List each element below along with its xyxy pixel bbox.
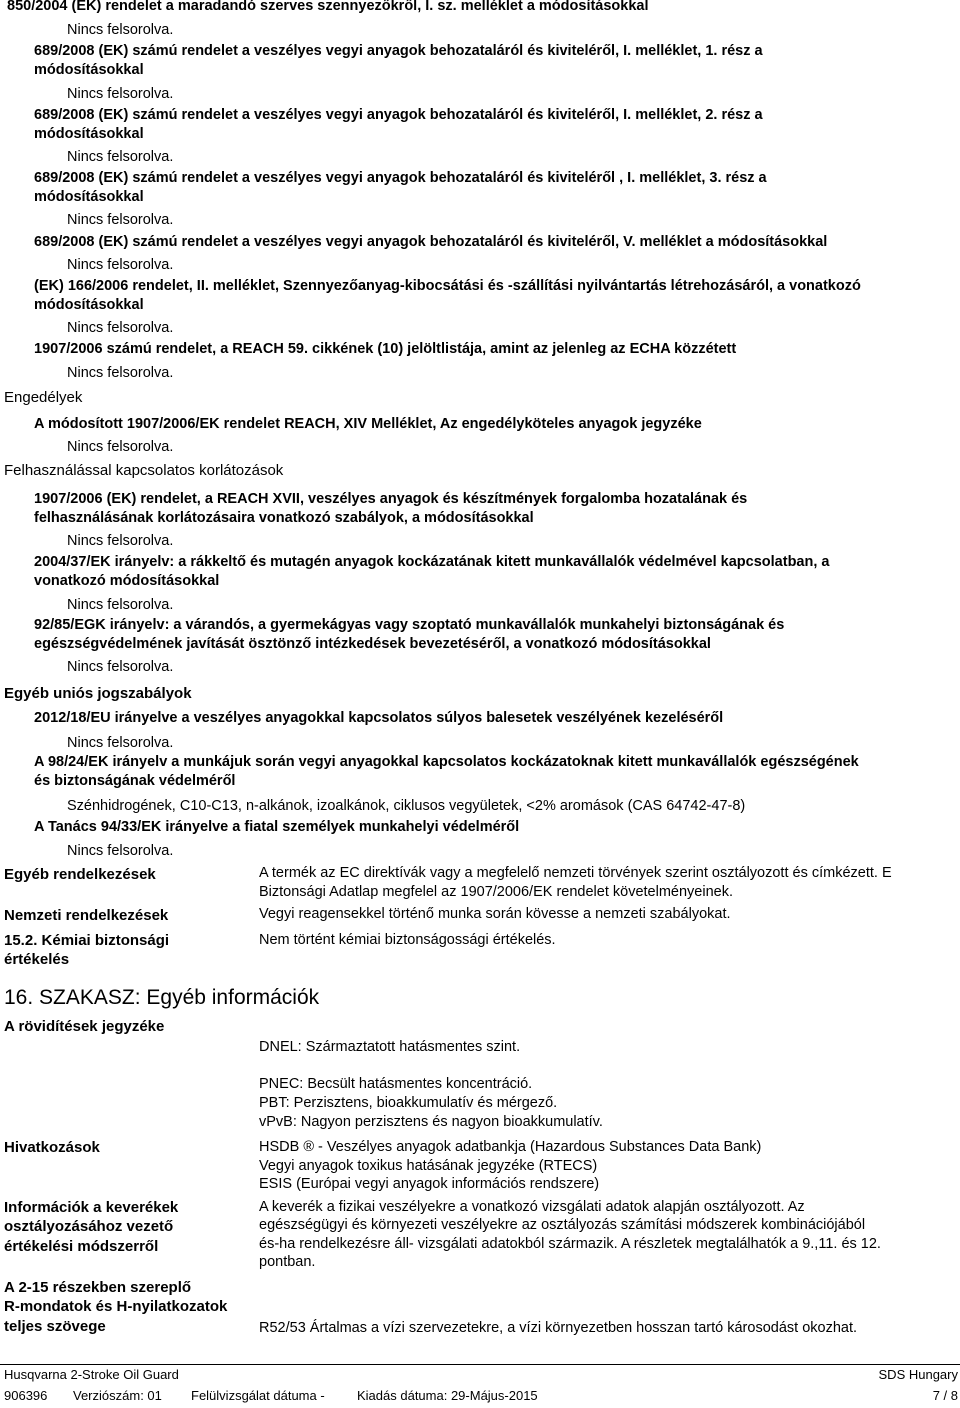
reg-850: 850/2004 (EK) rendelet a maradandó szerves szennyezőkről, I. sz. melléklet a módosításokkal: [7, 0, 649, 14]
reference-esis: ESIS (Európai vegyi anyagok információs rendszere): [259, 1176, 600, 1192]
reg-689-part2-cont: módosításokkal: [34, 126, 144, 142]
chemical-safety-text: Nem történt kémiai biztonságossági értékelés.: [259, 932, 556, 948]
directive-92-85-cont: egészségvédelmének javítását ösztönző intézkedések bevezetéséről, a vonatkozó módosításokkal: [34, 636, 711, 652]
not-listed-text: Nincs felsorolva.: [67, 365, 174, 381]
other-provisions-label: Egyéb rendelkezések: [4, 866, 156, 883]
footer-review-date: Felülvizsgálat dátuma -: [191, 1388, 325, 1403]
not-listed-text: Nincs felsorolva.: [67, 439, 174, 455]
directive-98-24-value: Szénhidrogének, C10-C13, n-alkánok, izoalkánok, ciklusos vegyületek, <2% aromások (CAS 64742-47-8): [67, 798, 746, 814]
not-listed-text: Nincs felsorolva.: [67, 659, 174, 675]
reg-689-part1-cont: módosításokkal: [34, 62, 144, 78]
directive-2004-37-cont: vonatkozó módosításokkal: [34, 573, 220, 589]
not-listed-text: Nincs felsorolva.: [67, 212, 174, 228]
not-listed-text: Nincs felsorolva.: [67, 149, 174, 165]
reach-annex17: 1907/2006 (EK) rendelet, a REACH XVII, veszélyes anyagok és készítmények forgalomba hozatalának és: [34, 491, 748, 507]
abbreviation-pnec: PNEC: Becsült hatásmentes koncentráció.: [259, 1076, 533, 1092]
reach-annex17-cont: felhasználásának korlátozásaira vonatkozó szabályok, a módosításokkal: [34, 510, 534, 526]
classification-method-text-cont3: pontban.: [259, 1254, 316, 1270]
directive-98-24-cont: és biztonságának védelméről: [34, 773, 236, 789]
classification-method-text-cont: egészségügyi és környezeti veszélyekre az osztályozás számítási módszerek kombinációjából: [259, 1217, 866, 1233]
not-listed-text: Nincs felsorolva.: [67, 843, 174, 859]
not-listed-text: Nincs felsorolva.: [67, 597, 174, 613]
not-listed-text: Nincs felsorolva.: [67, 257, 174, 273]
footer-product-code: 906396: [4, 1388, 48, 1403]
classification-method-label: Információk a keverékek: [4, 1199, 179, 1216]
abbreviations-label: A rövidítések jegyzéke: [4, 1018, 165, 1035]
classification-method-label-cont2: értékelési módszerről: [4, 1238, 159, 1255]
r-phrases-label-cont: R-mondatok és H-nyilatkozatok: [4, 1298, 228, 1315]
directive-94-33: A Tanács 94/33/EK irányelve a fiatal személyek munkahelyi védelméről: [34, 819, 520, 835]
footer-version: Verziószám: 01: [73, 1388, 162, 1403]
not-listed-text: Nincs felsorolva.: [67, 533, 174, 549]
r-phrases-text: R52/53 Ártalmas a vízi szervezetekre, a vízi környezetben hosszan tartó károsodást okozhat.: [259, 1320, 858, 1336]
footer-divider: [0, 1364, 960, 1365]
not-listed-text: Nincs felsorolva.: [67, 320, 174, 336]
reg-689-part3-cont: módosításokkal: [34, 189, 144, 205]
chemical-safety-label: 15.2. Kémiai biztonsági: [4, 932, 170, 949]
restrictions-heading: Felhasználással kapcsolatos korlátozások: [4, 462, 284, 479]
reg-689-annex5: 689/2008 (EK) számú rendelet a veszélyes vegyi anyagok behozataláról és kiviteléről, V. melléklet a módosításokkal: [34, 234, 828, 250]
footer-product: Husqvarna 2-Stroke Oil Guard: [4, 1367, 179, 1382]
classification-method-text: A keverék a fizikai veszélyekre a vonatkozó vizsgálati adatok alapján osztályozott. Az: [259, 1199, 805, 1215]
abbreviation-pbt: PBT: Perzisztens, bioakkumulatív és mérgező.: [259, 1095, 558, 1111]
other-eu-heading: Egyéb uniós jogszabályok: [4, 685, 192, 702]
r-phrases-label: A 2-15 részekben szereplő: [4, 1279, 192, 1296]
directive-92-85: 92/85/EGK irányelv: a várandós, a gyermekágyas vagy szoptató munkavállalók munkahelyi biztonságának és: [34, 617, 785, 633]
footer-issue-date: Kiadás dátuma: 29-Május-2015: [357, 1388, 538, 1403]
reach-annex14: A módosított 1907/2006/EK rendelet REACH, XIV Melléklet, Az engedélyköteles anyagok jegyzéke: [34, 416, 702, 432]
other-provisions-text: A termék az EC direktívák vagy a megfelelő nemzeti törvények szerint osztályozott és címkézett. E: [259, 865, 892, 881]
reg-166: (EK) 166/2006 rendelet, II. melléklet, Szennyezőanyag-kibocsátási és -szállítási nyilvántartás létrehozásáról, a vonatkozó: [34, 278, 861, 294]
reference-rtecs: Vegyi anyagok toxikus hatásának jegyzéke (RTECS): [259, 1158, 598, 1174]
classification-method-label-cont: osztályozásához vezető: [4, 1218, 174, 1235]
references-label: Hivatkozások: [4, 1139, 100, 1156]
reference-hsdb: HSDB ® - Veszélyes anyagok adatbankja (Hazardous Substances Data Bank): [259, 1139, 762, 1155]
not-listed-text: Nincs felsorolva.: [67, 86, 174, 102]
reg-689-part2: 689/2008 (EK) számú rendelet a veszélyes vegyi anyagok behozataláról és kiviteléről, I. melléklet, 2. rész a: [34, 107, 763, 123]
other-provisions-text-cont: Biztonsági Adatlap megfelel az 1907/2006/EK rendelet követelményeinek.: [259, 884, 733, 900]
classification-method-text-cont2: és-ha rendelkezésre áll- vizsgálati adatokból származik. A részletek megtalálhatók a 9.,11. és 12.: [259, 1236, 881, 1252]
engedelyek-heading: Engedélyek: [4, 389, 83, 406]
r-phrases-label-cont2: teljes szövege: [4, 1318, 106, 1335]
not-listed-text: Nincs felsorolva.: [67, 735, 174, 751]
footer-doc-type: SDS Hungary: [878, 1367, 958, 1382]
national-provisions-label: Nemzeti rendelkezések: [4, 907, 169, 924]
chemical-safety-label-cont: értékelés: [4, 951, 70, 968]
directive-2012-18: 2012/18/EU irányelve a veszélyes anyagokkal kapcsolatos súlyos balesetek veszélyének kezeléséről: [34, 710, 724, 726]
directive-2004-37: 2004/37/EK irányelv: a rákkeltő és mutagén anyagok kockázatának kitett munkavállalók védelmével kapcsolatban, a: [34, 554, 830, 570]
section-16-title: 16. SZAKASZ: Egyéb információk: [4, 986, 320, 1009]
not-listed-text: Nincs felsorolva.: [67, 22, 174, 38]
abbreviation-dnel: DNEL: Származtatott hatásmentes szint.: [259, 1039, 521, 1055]
reg-689-part1: 689/2008 (EK) számú rendelet a veszélyes vegyi anyagok behozataláról és kiviteléről, I. melléklet, 1. rész a: [34, 43, 763, 59]
national-provisions-text: Vegyi reagensekkel történő munka során kövesse a nemzeti szabályokat.: [259, 906, 731, 922]
abbreviation-vpvb: vPvB: Nagyon perzisztens és nagyon bioakkumulatív.: [259, 1114, 603, 1130]
reg-166-cont: módosításokkal: [34, 297, 144, 313]
footer-page-number: 7 / 8: [932, 1388, 958, 1403]
directive-98-24: A 98/24/EK irányelv a munkájuk során vegyi anyagokkal kapcsolatos kockázatoknak kitett munkavállalók egészségének: [34, 754, 859, 770]
reg-reach-59: 1907/2006 számú rendelet, a REACH 59. cikkének (10) jelöltlistája, amint az jelenleg az ECHA közzétett: [34, 341, 737, 357]
reg-689-part3: 689/2008 (EK) számú rendelet a veszélyes vegyi anyagok behozataláról és kiviteléről , I. melléklet, 3. rész a: [34, 170, 767, 186]
